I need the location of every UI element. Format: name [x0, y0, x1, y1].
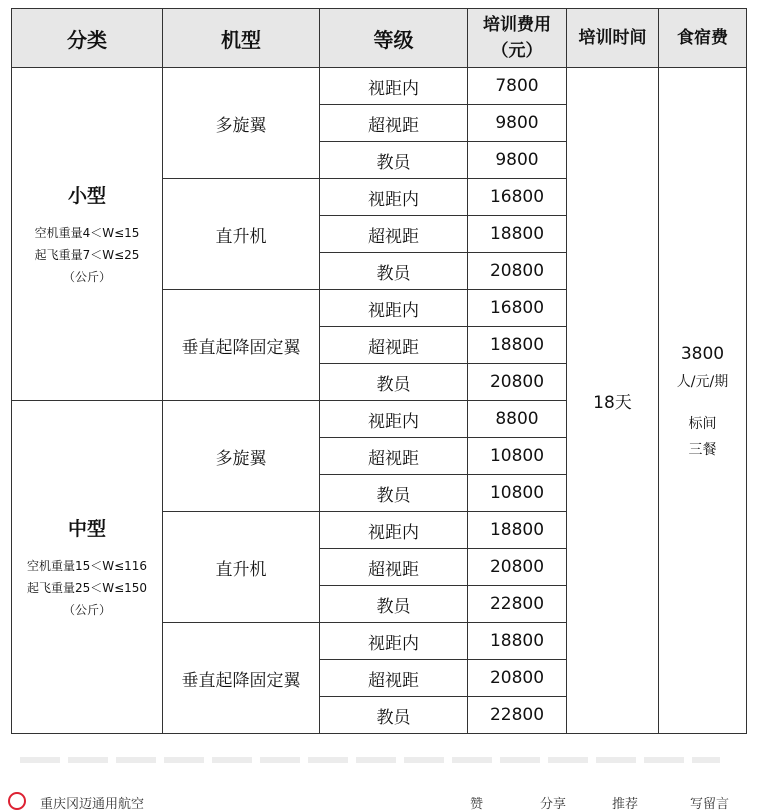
share-button[interactable]: 分享	[540, 797, 567, 812]
fee-cell: 20800	[468, 549, 567, 586]
category-line: （公斤）	[62, 602, 111, 617]
level-cell: 超视距	[320, 216, 468, 253]
level-cell: 教员	[320, 697, 468, 734]
fee-cell: 16800	[468, 179, 567, 216]
duration-cell: 18天	[567, 68, 659, 734]
level-cell: 超视距	[320, 327, 468, 364]
lodging-unit: 人/元/期	[676, 373, 729, 390]
lodging-price: 3800	[680, 343, 725, 364]
fee-cell: 20800	[468, 253, 567, 290]
fee-cell: 20800	[468, 660, 567, 697]
category-cell-small	[12, 68, 163, 401]
level-cell: 视距内	[320, 290, 468, 327]
category-line: （公斤）	[62, 269, 111, 284]
category-line: 起飞重量25＜W≤150	[26, 580, 148, 595]
faint-text-line	[20, 757, 720, 763]
fee-cell: 9800	[468, 142, 567, 179]
level-cell: 超视距	[320, 549, 468, 586]
model-cell: 直升机	[163, 179, 320, 290]
level-cell: 视距内	[320, 512, 468, 549]
fee-table	[11, 8, 747, 734]
fee-cell: 10800	[468, 475, 567, 512]
model-cell: 垂直起降固定翼	[163, 623, 320, 734]
fee-cell: 10800	[468, 438, 567, 475]
fee-cell: 18800	[468, 216, 567, 253]
header-fee: 培训费用（元）	[468, 9, 567, 68]
level-cell: 超视距	[320, 660, 468, 697]
header-level: 等级	[320, 9, 468, 68]
level-cell: 视距内	[320, 623, 468, 660]
article-footer-bar	[0, 784, 762, 812]
fee-cell: 16800	[468, 290, 567, 327]
level-cell: 教员	[320, 475, 468, 512]
lodging-cell	[659, 68, 747, 734]
header-lodging: 食宿费	[659, 9, 747, 68]
fee-cell: 9800	[468, 105, 567, 142]
account-name[interactable]: 重庆冈迈通用航空	[40, 797, 145, 812]
like-button[interactable]: 赞	[470, 797, 484, 812]
lodging-meals: 三餐	[688, 441, 717, 458]
fee-cell: 18800	[468, 623, 567, 660]
header-model: 机型	[163, 9, 320, 68]
header-duration: 培训时间	[567, 9, 659, 68]
level-cell: 教员	[320, 586, 468, 623]
model-cell: 垂直起降固定翼	[163, 290, 320, 401]
model-cell: 多旋翼	[163, 401, 320, 512]
account-logo-icon[interactable]	[8, 792, 26, 810]
model-cell: 直升机	[163, 512, 320, 623]
category-cell-medium	[12, 401, 163, 734]
level-cell: 视距内	[320, 68, 468, 105]
header-category: 分类	[12, 9, 163, 68]
recommend-button[interactable]: 推荐	[612, 797, 639, 812]
model-cell: 多旋翼	[163, 68, 320, 179]
table-row	[12, 68, 747, 105]
fee-cell: 7800	[468, 68, 567, 105]
category-name: 中型	[67, 517, 106, 540]
fee-cell: 20800	[468, 364, 567, 401]
fee-cell: 8800	[468, 401, 567, 438]
level-cell: 教员	[320, 142, 468, 179]
category-line: 空机重量4＜W≤15	[34, 225, 140, 240]
fee-cell: 22800	[468, 586, 567, 623]
level-cell: 超视距	[320, 438, 468, 475]
spacer	[659, 395, 746, 411]
header-row	[12, 9, 747, 68]
level-cell: 视距内	[320, 401, 468, 438]
fee-cell: 18800	[468, 512, 567, 549]
level-cell: 超视距	[320, 105, 468, 142]
level-cell: 教员	[320, 364, 468, 401]
level-cell: 教员	[320, 253, 468, 290]
level-cell: 视距内	[320, 179, 468, 216]
lodging-room: 标间	[688, 415, 717, 432]
fee-cell: 22800	[468, 697, 567, 734]
category-name: 小型	[67, 184, 106, 207]
fee-cell: 18800	[468, 327, 567, 364]
comment-button[interactable]: 写留言	[690, 797, 730, 812]
category-line: 空机重量15＜W≤116	[26, 558, 148, 573]
category-line: 起飞重量7＜W≤25	[34, 247, 140, 262]
